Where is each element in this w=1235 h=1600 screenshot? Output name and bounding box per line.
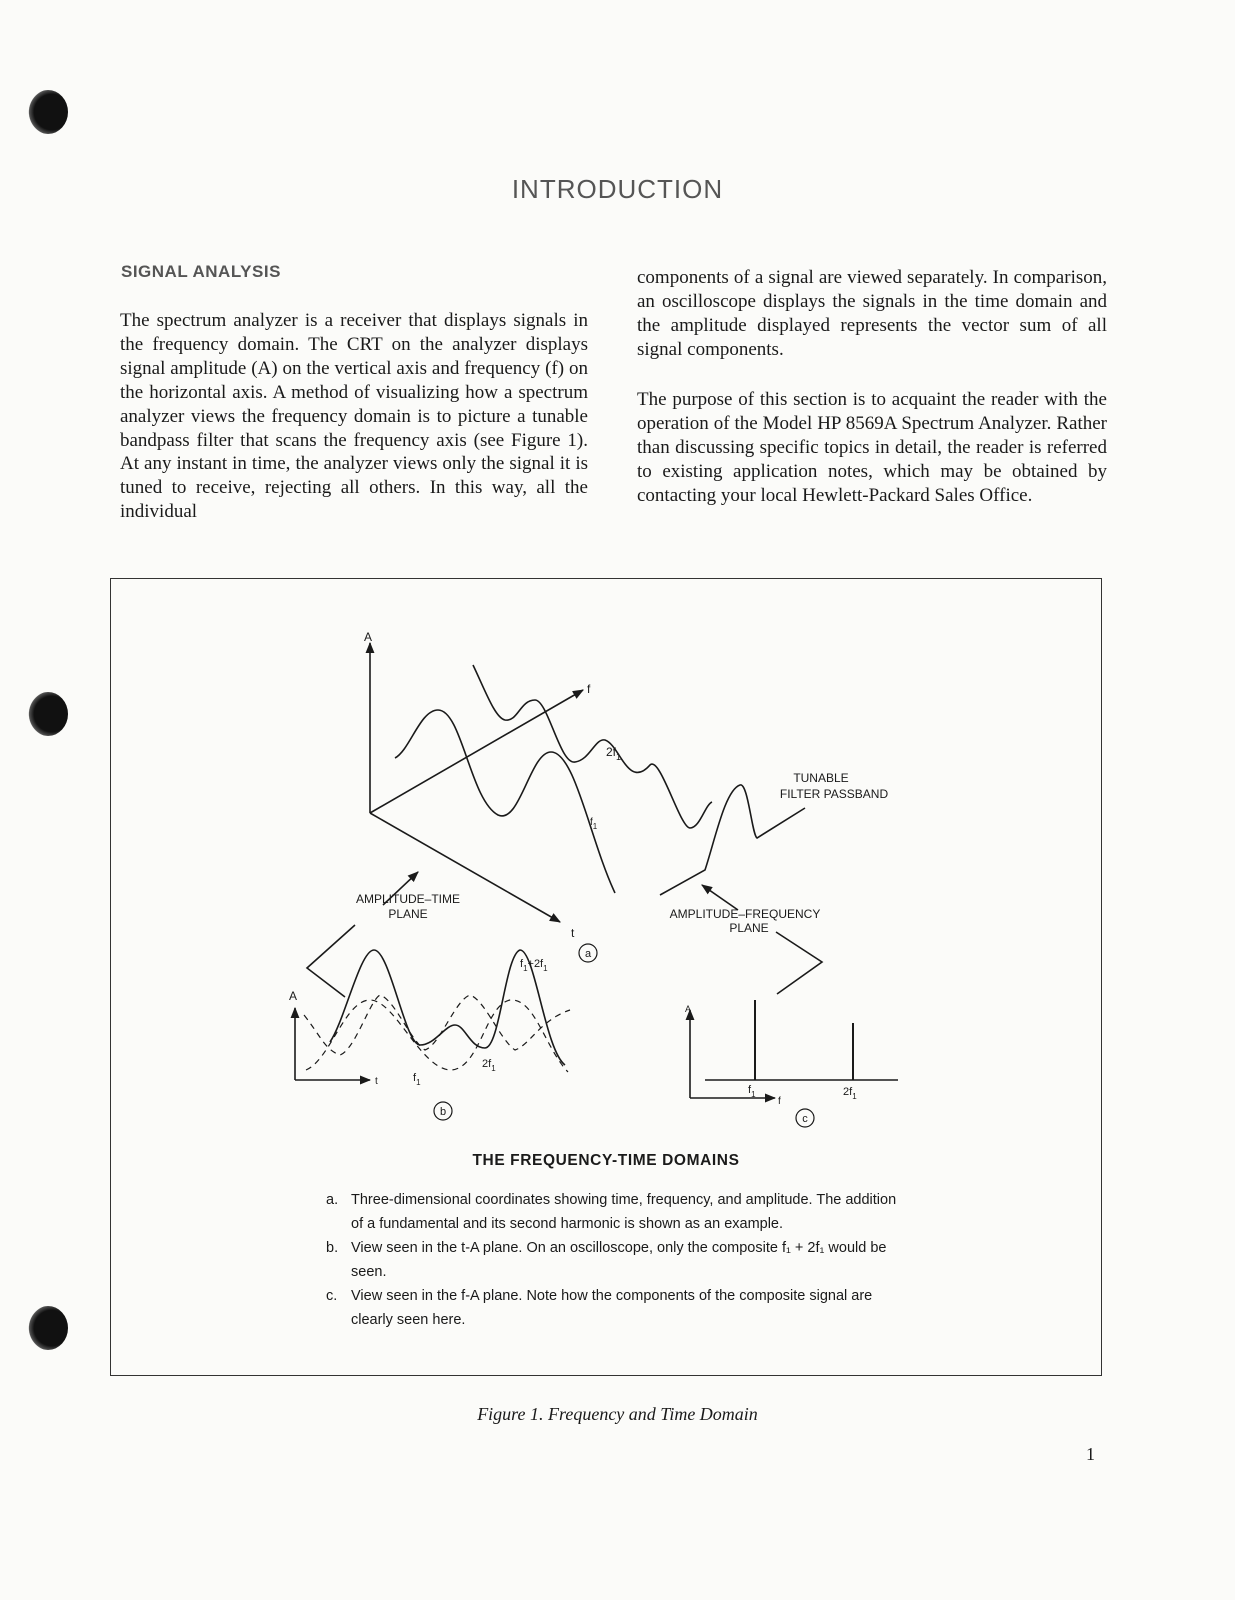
label-axis-a-fa: A [684,1004,692,1014]
wedge-left [307,925,355,997]
caption-letter: c. [326,1288,338,1304]
section-heading: SIGNAL ANALYSIS [121,262,281,281]
page-title: INTRODUCTION [511,174,724,204]
label-axis-a-3d: A [363,630,373,644]
label-af-plane-2: PLANE [729,921,769,935]
filter-passband-curve [660,785,805,895]
label-axis-t-3d: t [571,926,575,940]
caption-text: View seen in the f-A plane. Note how the components of the composite signal are clearly seen here. [351,1288,873,1328]
figure-caption-title: THE FREQUENCY-TIME DOMAINS [472,1152,740,1169]
caption-letter: b. [326,1240,339,1256]
harmonic-wave-ta [304,995,570,1055]
label-f1-3d: $f_1$ [590,817,598,831]
figure-caption: Figure 1. Frequency and Time Domain [477,1404,758,1424]
caption-item-a [326,1188,906,1236]
label-at-plane-1: AMPLITUDE–TIME [355,892,461,906]
caption-item-c [326,1284,906,1332]
fundamental-wave-3d [395,710,615,893]
label-2f1-ta: $2f_1$ [482,1058,496,1073]
label-filter-passband: FILTER PASSBAND [779,787,889,801]
label-axis-f-3d: f [587,682,591,696]
label-axis-a-ta: A [288,989,298,1003]
label-2f1-3d: $2f_1$ [606,745,622,762]
label-f1-ta: $f_1$ [413,1072,421,1087]
label-marker-a: a [584,948,592,960]
paragraph-comparison: components of a signal are viewed separately. In comparison, an oscilloscope displays the signals in the time domain and the amplitude displayed represents the vector sum of all signal components. [637,267,1107,360]
wedge-right [776,932,822,994]
label-at-plane-2: PLANE [388,907,428,921]
caption-text: View seen in the t-A plane. On an oscilloscope, only the composite f₁ + 2f₁ would be seen. [351,1240,887,1280]
fundamental-wave-ta [306,1000,568,1072]
label-f1-fa: $f_1$ [748,1084,756,1099]
caption-list [326,1188,906,1332]
label-af-plane-1: AMPLITUDE–FREQUENCY [669,907,821,921]
caption-letter: a. [326,1192,339,1208]
paragraph-signal-analysis: The spectrum analyzer is a receiver that displays signals in the frequency domain. The CRT on the analyzer displays signal amplitude (A) on the vertical axis and frequency (f) on the horizontal axis. A method of visualizing how a spectrum analyzer views the frequency domain is to picture a tunable bandpass filter that scans the frequency axis (see Figure 1). At any instant in time, the analyzer views only the signal it is tuned to receive, rejecting all others. In this way, all the individual [120,310,588,523]
label-marker-b: b [439,1106,447,1118]
label-marker-c: c [802,1113,808,1125]
label-axis-t-ta: t [375,1076,378,1087]
page-number: 1 [1086,1444,1095,1464]
caption-text: Three-dimensional coordinates showing time, frequency, and amplitude. The addition of a fundamental and its second harmonic is shown as an example. [351,1192,897,1232]
label-2f1-fa: $2f_1$ [843,1086,857,1101]
label-composite: $f_1+2f_1$ [520,958,548,973]
paragraph-purpose: The purpose of this section is to acquaint the reader with the operation of the Model HP 8569A Spectrum Analyzer. Rather than discussing specific topics in detail, the reader is referred to existing application notes, which may be obtained by contacting your local Hewlett-Packard Sales Office. [637,389,1107,506]
harmonic-wave-3d [473,665,712,828]
label-axis-f-fa: f [778,1096,781,1107]
label-tunable: TUNABLE [793,771,849,785]
caption-item-b [326,1236,906,1284]
